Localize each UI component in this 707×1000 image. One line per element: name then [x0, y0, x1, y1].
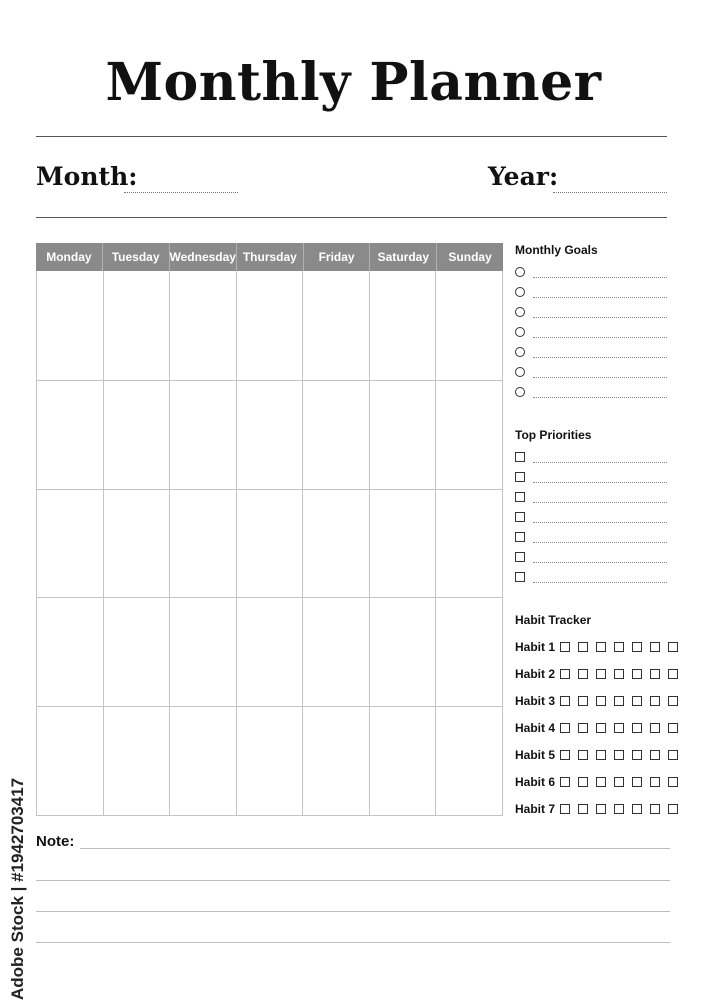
habit-checkbox[interactable] [596, 696, 606, 706]
habit-checkbox[interactable] [668, 669, 678, 679]
calendar-cell[interactable] [237, 706, 304, 815]
habit-row [515, 748, 675, 762]
habit-checkbox[interactable] [560, 777, 570, 787]
checkbox-icon[interactable] [515, 552, 525, 562]
habit-checkbox[interactable] [596, 750, 606, 760]
habit-label: Habit 5 [515, 748, 556, 762]
top-priorities-title: Top Priorities [515, 428, 592, 442]
habit-checkbox[interactable] [614, 777, 624, 787]
priority-line[interactable] [533, 582, 667, 583]
calendar-cell[interactable] [104, 380, 171, 489]
calendar-cell[interactable] [303, 489, 370, 598]
calendar-cell[interactable] [37, 706, 104, 815]
priority-item[interactable] [515, 552, 667, 564]
calendar-cell[interactable] [104, 489, 171, 598]
calendar-cell[interactable] [370, 489, 437, 598]
habit-checkbox[interactable] [650, 723, 660, 733]
habit-checkbox[interactable] [578, 696, 588, 706]
habit-row [515, 694, 675, 708]
day-header-wednesday: Wednesday [169, 243, 236, 271]
habit-checkbox[interactable] [668, 642, 678, 652]
goal-line[interactable] [533, 277, 667, 278]
goal-line[interactable] [533, 397, 667, 398]
habit-label: Habit 4 [515, 721, 556, 735]
calendar-cell[interactable] [237, 271, 304, 380]
circle-icon[interactable] [515, 367, 525, 377]
habit-checkbox[interactable] [632, 777, 642, 787]
calendar-cell[interactable] [303, 706, 370, 815]
calendar-cell[interactable] [170, 380, 237, 489]
goal-item[interactable] [515, 347, 667, 359]
note-line[interactable] [80, 848, 670, 849]
circle-icon[interactable] [515, 387, 525, 397]
habit-checkbox[interactable] [560, 669, 570, 679]
checkbox-icon[interactable] [515, 532, 525, 542]
calendar-cell[interactable] [436, 706, 503, 815]
calendar-cell[interactable] [104, 706, 171, 815]
habit-checkbox[interactable] [596, 804, 606, 814]
priority-item[interactable] [515, 472, 667, 484]
habit-checkbox[interactable] [614, 642, 624, 652]
monthly-goals-title: Monthly Goals [515, 243, 598, 257]
goal-line[interactable] [533, 357, 667, 358]
habit-row [515, 667, 675, 681]
habit-checkbox[interactable] [650, 642, 660, 652]
page-title: Monthly Planner [105, 52, 602, 113]
calendar-cell[interactable] [303, 380, 370, 489]
circle-icon[interactable] [515, 307, 525, 317]
day-header-friday: Friday [303, 243, 370, 271]
habit-checkbox[interactable] [560, 696, 570, 706]
checkbox-icon[interactable] [515, 572, 525, 582]
calendar-cell[interactable] [303, 271, 370, 380]
habit-row [515, 640, 675, 654]
habit-checkbox[interactable] [578, 750, 588, 760]
habit-checkbox[interactable] [596, 669, 606, 679]
priority-item[interactable] [515, 512, 667, 524]
habit-checkbox[interactable] [560, 804, 570, 814]
habit-checkbox[interactable] [668, 723, 678, 733]
habit-checkbox[interactable] [578, 642, 588, 652]
calendar-cell[interactable] [170, 597, 237, 706]
day-header-tuesday: Tuesday [102, 243, 169, 271]
habit-row [515, 775, 675, 789]
calendar-cell[interactable] [436, 271, 503, 380]
habit-checkbox[interactable] [650, 696, 660, 706]
goal-item[interactable] [515, 367, 667, 379]
goal-line[interactable] [533, 297, 667, 298]
calendar-cell[interactable] [370, 380, 437, 489]
goal-item[interactable] [515, 267, 667, 279]
day-header-monday: Monday [46, 250, 92, 264]
calendar-cells [36, 271, 503, 816]
habit-row [515, 802, 675, 816]
year-field[interactable] [553, 192, 667, 193]
habit-checkbox[interactable] [578, 723, 588, 733]
priority-line[interactable] [533, 482, 667, 483]
habit-checkbox[interactable] [560, 750, 570, 760]
habit-checkbox[interactable] [668, 696, 678, 706]
year-label: Year: [488, 162, 559, 191]
circle-icon[interactable] [515, 347, 525, 357]
habit-checkbox[interactable] [632, 696, 642, 706]
goal-line[interactable] [533, 337, 667, 338]
goal-item[interactable] [515, 387, 667, 399]
habit-tracker-title: Habit Tracker [515, 613, 592, 627]
calendar-cell[interactable] [237, 489, 304, 598]
day-header-sunday: Sunday [436, 243, 503, 271]
priority-line[interactable] [533, 542, 667, 543]
calendar-cell[interactable] [37, 380, 104, 489]
circle-icon[interactable] [515, 267, 525, 277]
checkbox-icon[interactable] [515, 452, 525, 462]
divider-bottom [36, 217, 667, 218]
watermark: Adobe Stock | #194270341​7 [8, 777, 27, 1000]
note-label: Note: [36, 833, 75, 850]
goal-line[interactable] [533, 377, 667, 378]
calendar-cell[interactable] [370, 271, 437, 380]
habit-checkbox[interactable] [632, 804, 642, 814]
habit-checkbox[interactable] [614, 804, 624, 814]
habit-label: Habit 3 [515, 694, 556, 708]
calendar-cell[interactable] [170, 271, 237, 380]
priority-line[interactable] [533, 562, 667, 563]
calendar-cell[interactable] [303, 597, 370, 706]
divider-top [36, 136, 667, 137]
calendar-cell[interactable] [170, 489, 237, 598]
habit-checkbox[interactable] [650, 777, 660, 787]
goal-item[interactable] [515, 307, 667, 319]
calendar-cell[interactable] [237, 597, 304, 706]
habit-checkbox[interactable] [614, 723, 624, 733]
goal-item[interactable] [515, 327, 667, 339]
month-label: Month: [36, 162, 138, 191]
priority-item[interactable] [515, 492, 667, 504]
habit-checkbox[interactable] [668, 804, 678, 814]
calendar-cell[interactable] [170, 706, 237, 815]
habit-label: Habit 2 [515, 667, 556, 681]
habit-checkbox[interactable] [632, 723, 642, 733]
checkbox-icon[interactable] [515, 472, 525, 482]
habit-checkbox[interactable] [632, 642, 642, 652]
habit-row [515, 721, 675, 735]
calendar-cell[interactable] [436, 380, 503, 489]
habit-checkbox[interactable] [668, 750, 678, 760]
calendar-cell[interactable] [37, 271, 104, 380]
calendar-cell[interactable] [237, 380, 304, 489]
habit-checkbox[interactable] [578, 804, 588, 814]
habit-checkbox[interactable] [632, 750, 642, 760]
habit-checkbox[interactable] [650, 669, 660, 679]
habit-label: Habit 7 [515, 802, 556, 816]
habit-label: Habit 6 [515, 775, 556, 789]
habit-checkbox[interactable] [614, 750, 624, 760]
habit-checkbox[interactable] [578, 777, 588, 787]
habit-checkbox[interactable] [668, 777, 678, 787]
calendar-cell[interactable] [436, 597, 503, 706]
habit-checkbox[interactable] [560, 642, 570, 652]
habit-checkbox[interactable] [596, 642, 606, 652]
month-field[interactable] [124, 192, 238, 193]
calendar-grid [36, 243, 503, 816]
calendar-cell[interactable] [370, 706, 437, 815]
note-line[interactable] [36, 880, 670, 881]
priority-item[interactable] [515, 532, 667, 544]
calendar-cell[interactable] [104, 597, 171, 706]
note-line[interactable] [36, 911, 670, 912]
checkbox-icon[interactable] [515, 512, 525, 522]
priority-item[interactable] [515, 452, 667, 464]
circle-icon[interactable] [515, 287, 525, 297]
day-header-saturday: Saturday [369, 243, 436, 271]
habit-checkbox[interactable] [614, 669, 624, 679]
priority-line[interactable] [533, 502, 667, 503]
circle-icon[interactable] [515, 327, 525, 337]
habit-checkbox[interactable] [650, 750, 660, 760]
checkbox-icon[interactable] [515, 492, 525, 502]
calendar-cell[interactable] [370, 597, 437, 706]
habit-checkbox[interactable] [650, 804, 660, 814]
goal-item[interactable] [515, 287, 667, 299]
habit-label: Habit 1 [515, 640, 556, 654]
habit-checkbox[interactable] [614, 696, 624, 706]
habit-checkbox[interactable] [596, 777, 606, 787]
priority-line[interactable] [533, 522, 667, 523]
calendar-cell[interactable] [37, 489, 104, 598]
habit-checkbox[interactable] [578, 669, 588, 679]
habit-checkbox[interactable] [632, 669, 642, 679]
priority-item[interactable] [515, 572, 667, 584]
calendar-cell[interactable] [436, 489, 503, 598]
habit-checkbox[interactable] [560, 723, 570, 733]
day-header-thursday: Thursday [236, 243, 303, 271]
calendar-cell[interactable] [104, 271, 171, 380]
habit-checkbox[interactable] [596, 723, 606, 733]
calendar-cell[interactable] [37, 597, 104, 706]
goal-line[interactable] [533, 317, 667, 318]
priority-line[interactable] [533, 462, 667, 463]
calendar-header [36, 243, 503, 271]
note-line[interactable] [36, 942, 670, 943]
